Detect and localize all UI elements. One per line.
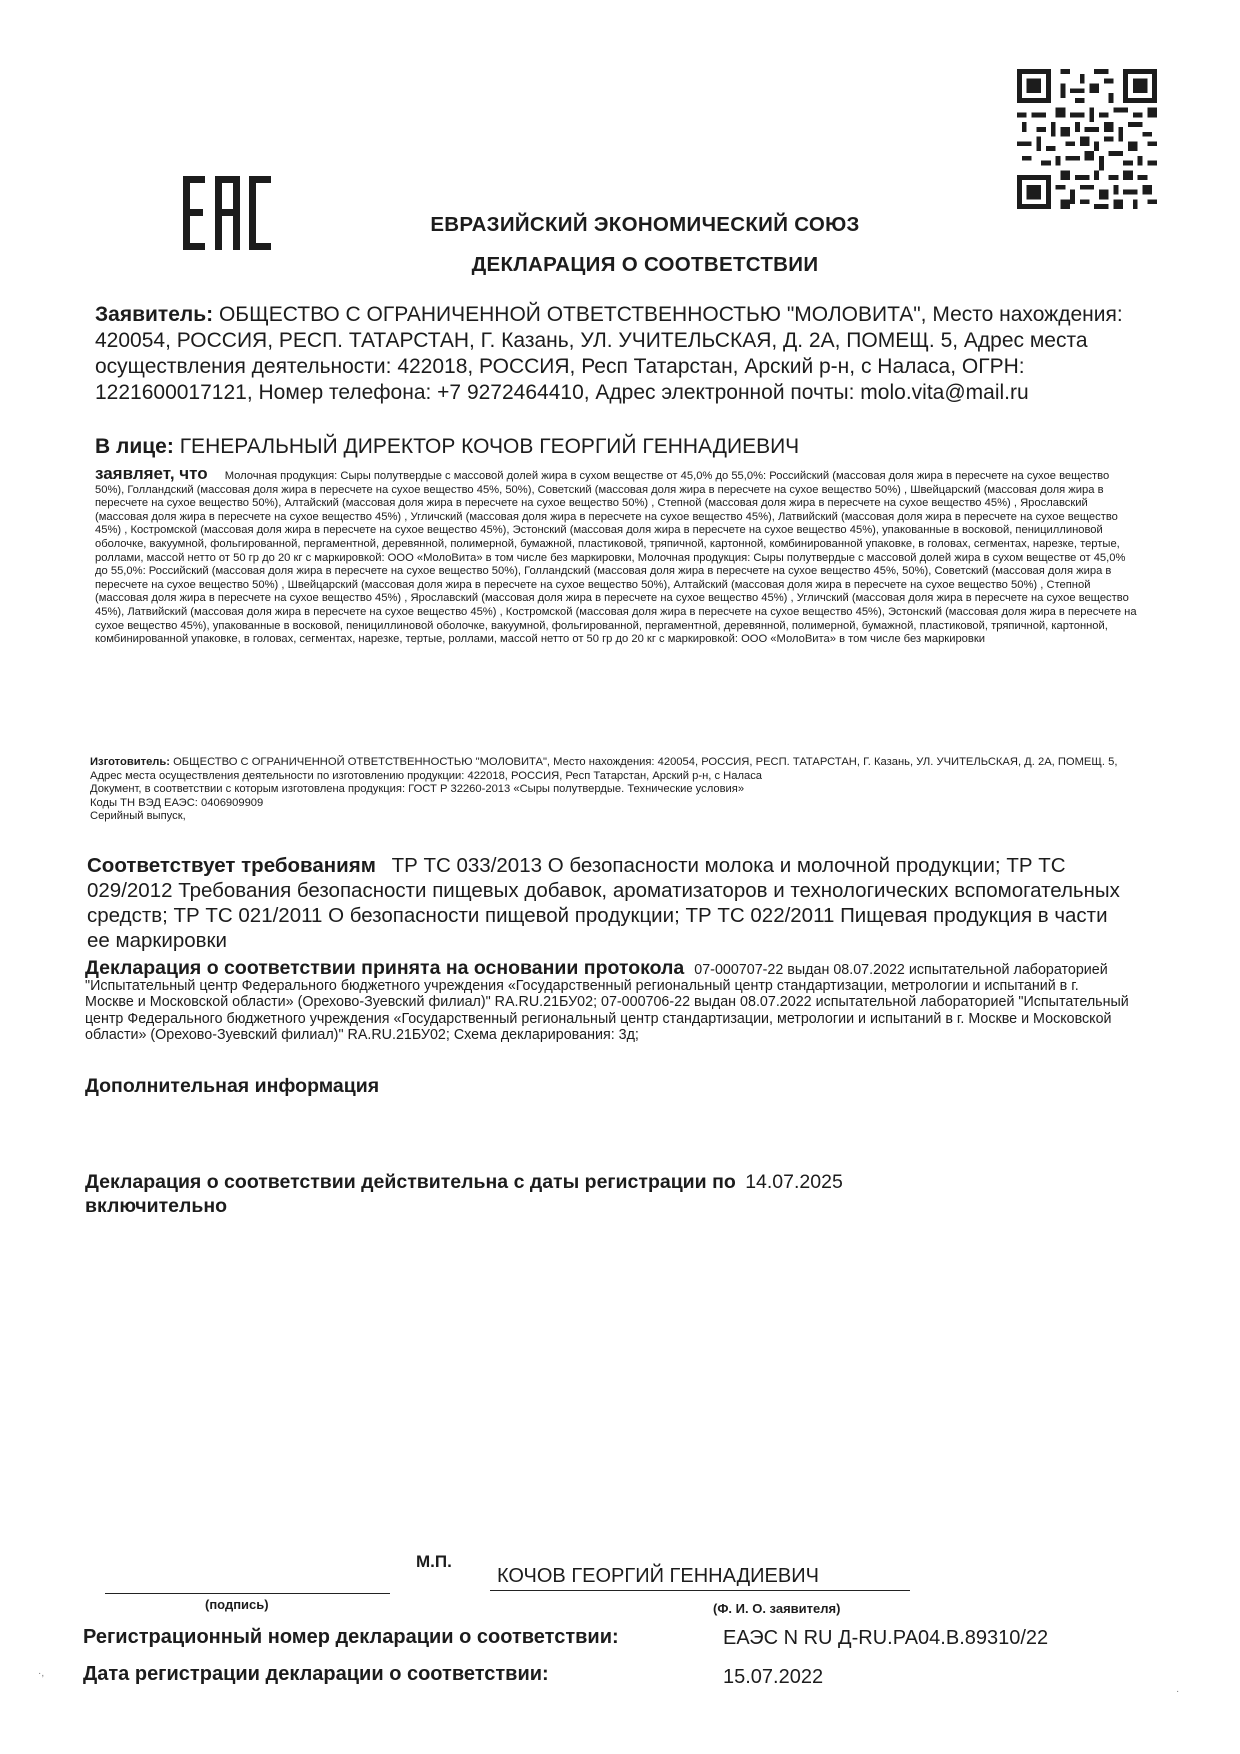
validity-suffix: включительно: [85, 1195, 228, 1217]
protocol-text: 07-000707-22 выдан 08.07.2022 испытательной лабораторией "Испытательный центр Федерального бюджетного учреждения «Государственный региональный центр стандартизации, метрологии и испытаний в г. Москве и Московской области» (Орехово-Зуевский филиал)" RA.RU.21БУ02; 07-000706-22 выдан 08.07.2022 испытательной лабораторией "Испытательный центр Федерального бюджетного учреждения «Государственный региональный центр стандартизации, метрологии и испытаний в г. Москве и Московской области» (Орехово-Зуевский филиал)" RA.RU.21БУ02; Схема декларирования: 3д;: [85, 962, 1129, 1043]
validity-label: Декларация о соответствии действительна с даты регистрации по: [85, 1171, 736, 1193]
stamp-placeholder: М.П.: [416, 1552, 452, 1571]
applicant-label: Заявитель:: [95, 303, 214, 326]
signature-line: [105, 1593, 390, 1594]
scan-speck: ·: [1176, 1686, 1180, 1697]
standard-document: Документ, в соответствии с которым изготовлена продукция: ГОСТ Р 32260-2013 «Сыры полутвердые. Технические условия»: [90, 783, 745, 796]
manufacturer-line: [90, 756, 1135, 783]
product-section: [95, 464, 1140, 647]
representative-section: [95, 434, 1140, 460]
manufacturer-text: ОБЩЕСТВО С ОГРАНИЧЕННОЙ ОТВЕТСТВЕННОСТЬЮ "МОЛОВИТА", Место нахождения: 420054, РОССИЯ, РЕСП. ТАТАРСТАН, Г. Казань, УЛ. УЧИТЕЛЬСКАЯ, Д. 2А, ПОМЕЩ. 5, Адрес места осуществления деятельности по изготовлению продукции: 422018, РОССИЯ, Респ Татарстан, Арский р-н, с Наласа: [90, 756, 1118, 782]
union-heading: ЕВРАЗИЙСКИЙ ЭКОНОМИЧЕСКИЙ СОЮЗ: [430, 213, 860, 236]
validity-section: [85, 1170, 1130, 1218]
document-title: ДЕКЛАРАЦИЯ О СООТВЕТСТВИИ: [471, 253, 819, 276]
signature-caption: (подпись): [205, 1597, 269, 1612]
protocol-label: Декларация о соответствии принята на основании протокола: [85, 957, 685, 979]
representative-label: В лице:: [95, 435, 174, 458]
requirements-section: [87, 853, 1132, 953]
scan-speck: ·,: [38, 1668, 45, 1679]
registration-number: ЕАЭС N RU Д-RU.РА04.В.89310/22: [723, 1627, 1049, 1649]
product-description: Молочная продукция: Сыры полутвердые с массовой долей жира в сухом веществе от 45,0% до 55,0%: Российский (массовая доля жира в пересчете на сухое вещество 50%), Голландский (массовая доля жира в пересчете на сухое вещество 45%, 50%), Советский (массовая доля жира в пересчете на сухое вещество 50%) , Швейцарский (массовая доля жира в пересчете на сухое вещество 50%), Алтайский (массовая доля жира в пересчете на сухое вещество 50%) , Степной (массовая доля жира в пересчете на сухое вещество 45%) , Ярославский (массовая доля жира в пересчете на сухое вещество 45%) , Угличский (массовая доля жира в пересчете на сухое вещество 45%), Латвийский (массовая доля жира в пересчете на сухое вещество 45%) , Костромской (массовая доля жира в пересчете на сухое вещество 45%), Эстонский (массовая доля жира в пересчете на сухое вещество 45%), упакованные в восковой, пенициллиновой оболочке, вакуумной, фольгированной, пергаментной, деревянной, полимерной, бумажной, пластиковой, тряпичной, картонной, комбинированной упаковке, в головах, сегментах, нарезке, тертые, роллами, массой нетто от 50 гр до 20 кг с маркировкой: ООО «МолоВита» в том числе без маркировки, Молочная продукция: Сыры полутвердые с массовой долей жира в сухом веществе от 45,0% до 55,0%: Российский (массовая доля жира в пересчете на сухое вещество 50%), Голландский (массовая доля жира в пересчете на сухое вещество 45%, 50%), Советский (массовая доля жира в пересчете на сухое вещество 50%) , Швейцарский (массовая доля жира в пересчете на сухое вещество 50%), Алтайский (массовая доля жира в пересчете на сухое вещество 50%) , Степной (массовая доля жира в пересчете на сухое вещество 45%) , Ярославский (массовая доля жира в пересчете на сухое вещество 45%) , Угличский (массовая доля жира в пересчете на сухое вещество 45%), Латвийский (массовая доля жира в пересчете на сухое вещество 45%) , Костромской (массовая доля жира в пересчете на сухое вещество 45%), Эстонский (массовая доля жира в пересчете на сухое вещество 45%), упакованные в восковой, пенициллиновой оболочке, вакуумной, фольгированной, пергаментной, деревянной, полимерной, бумажной, пластиковой, тряпичной, картонной, комбинированной упаковке, в головах, сегментах, нарезке, тертые, роллами, массой нетто от 50 гр до 20 кг с маркировкой: ООО «МолоВита» в том числе без маркировки: [95, 470, 1137, 646]
signer-name-line: [490, 1590, 910, 1591]
validity-date: 14.07.2025: [745, 1171, 843, 1193]
registration-date-label: Дата регистрации декларации о соответствии:: [83, 1663, 549, 1685]
manufacturer-label: Изготовитель:: [90, 756, 170, 768]
representative-text: ГЕНЕРАЛЬНЫЙ ДИРЕКТОР КОЧОВ ГЕОРГИЙ ГЕННАДИЕВИЧ: [179, 435, 800, 458]
registration-date: 15.07.2022: [723, 1666, 824, 1688]
requirements-label: Соответствует требованиям: [87, 854, 376, 877]
registration-number-label: Регистрационный номер декларации о соответствии:: [83, 1626, 619, 1648]
qr-code-icon: [1017, 69, 1157, 209]
fio-caption: (Ф. И. О. заявителя): [713, 1601, 841, 1616]
signer-name: КОЧОВ ГЕОРГИЙ ГЕННАДИЕВИЧ: [497, 1565, 819, 1587]
applicant-text: ОБЩЕСТВО С ОГРАНИЧЕННОЙ ОТВЕТСТВЕННОСТЬЮ "МОЛОВИТА", Место нахождения: 420054, РОССИЯ, РЕСП. ТАТАРСТАН, Г. Казань, УЛ. УЧИТЕЛЬСКАЯ, Д. 2А, ПОМЕЩ. 5, Адрес места осуществления деятельности: 422018, РОССИЯ, Респ Татарстан, Арский р-н, с Наласа, ОГРН: 1221600017121, Номер телефона: +7 9272464410, Адрес электронной почты: molo.vita@mail.ru: [95, 303, 1123, 404]
protocol-section: [85, 957, 1130, 1043]
manufacturer-section: [90, 756, 1135, 824]
declares-label: заявляет, что: [95, 464, 208, 483]
release-type: Серийный выпуск,: [90, 810, 186, 823]
requirements-text: ТР ТС 033/2013 О безопасности молока и молочной продукции; ТР ТС 029/2012 Требования безопасности пищевых добавок, ароматизаторов и технологических вспомогательных средств; ТР ТС 021/2011 О безопасности пищевой продукции; ТР ТС 022/2011 Пищевая продукция в части ее маркировки: [87, 854, 1120, 952]
applicant-section: [95, 302, 1140, 406]
customs-codes: Коды ТН ВЭД ЕАЭС: 0406909909: [90, 796, 264, 809]
additional-info-label: Дополнительная информация: [85, 1075, 380, 1097]
